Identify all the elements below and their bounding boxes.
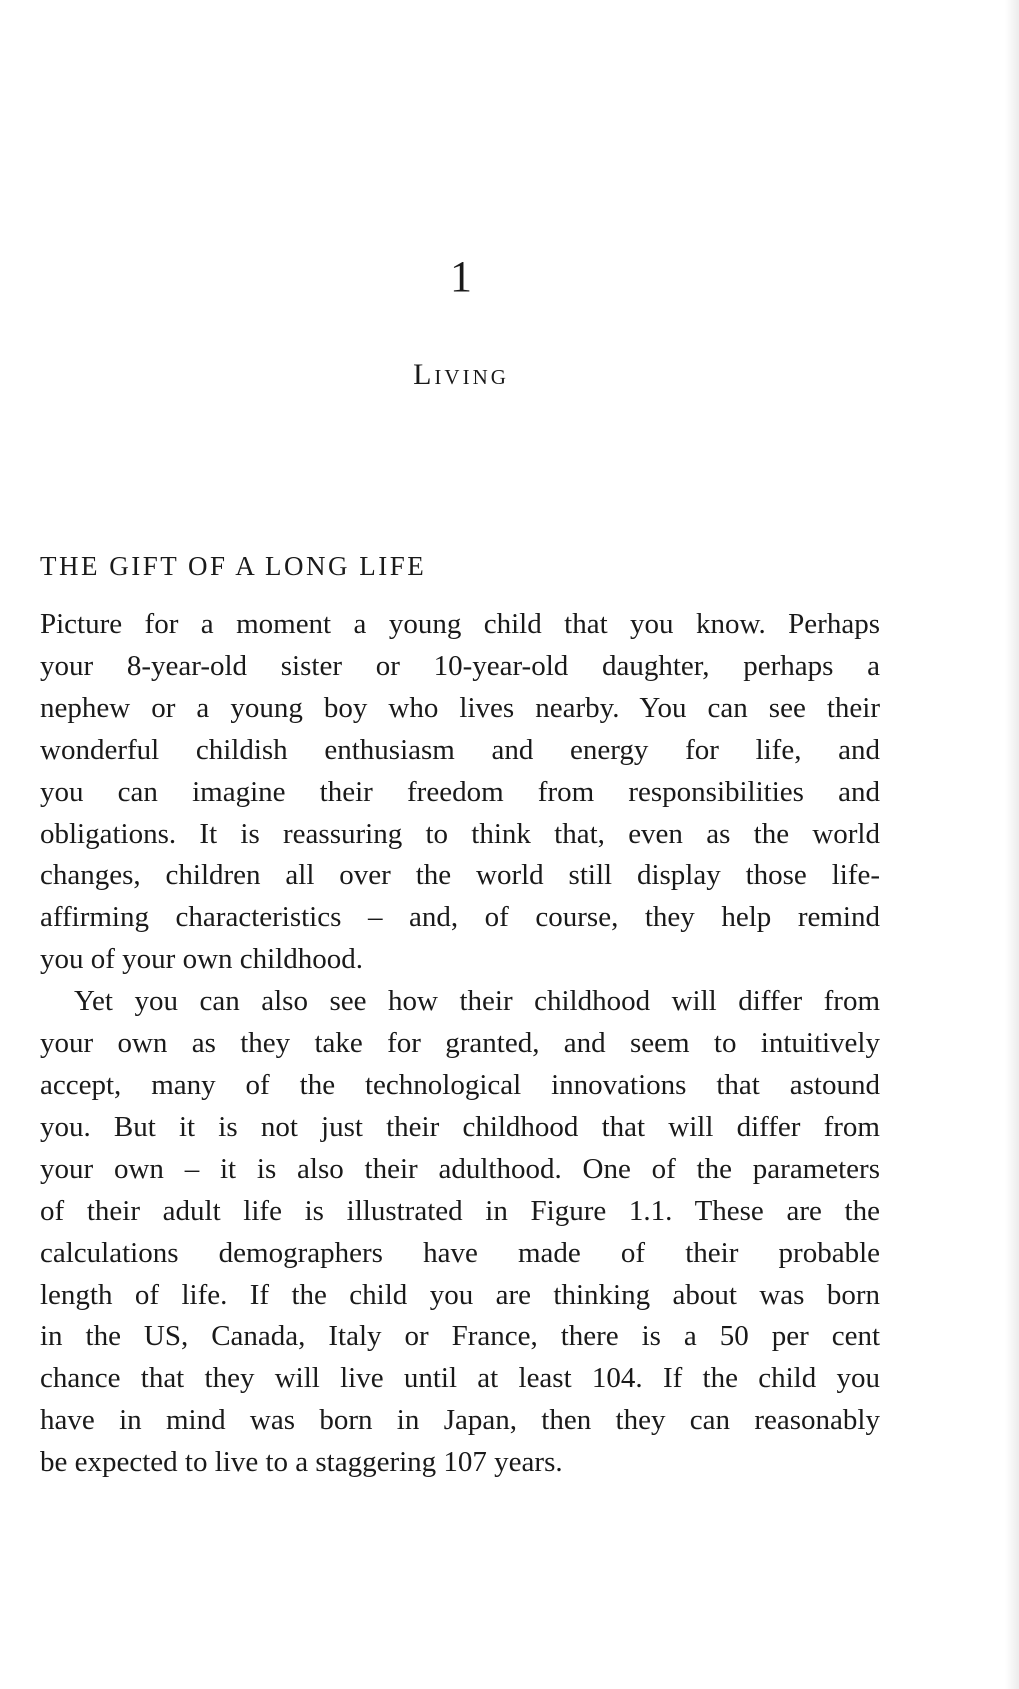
text-line: changes, children all over the world still display those life- <box>40 859 880 892</box>
page-edge-shadow <box>1005 0 1019 1689</box>
text-line: your own as they take for granted, and seem to intuitively <box>40 1027 880 1060</box>
text-line: your 8-year-old sister or 10-year-old daughter, perhaps a <box>40 649 880 682</box>
text-line: have in mind was born in Japan, then they can reasonably <box>40 1404 880 1437</box>
text-line: of their adult life is illustrated in Figure 1.1. These are the <box>40 1194 880 1227</box>
text-line: Picture for a moment a young child that you know. Perhaps <box>40 608 880 640</box>
text-line: calculations demographers have made of their probable <box>40 1236 880 1269</box>
text-line: your own – it is also their adulthood. One of the parameters <box>40 1152 880 1185</box>
chapter-title: Living <box>413 358 509 391</box>
text-line: in the US, Canada, Italy or France, there is a 50 per cent <box>40 1320 880 1353</box>
text-line: chance that they will live until at least 104. If the child you <box>40 1362 880 1395</box>
text-line: you can imagine their freedom from responsibilities and <box>40 775 880 808</box>
paragraph-1 <box>40 604 880 981</box>
text-line: wonderful childish enthusiasm and energy for life, and <box>40 733 880 766</box>
text-line: you of your own childhood. <box>40 943 363 976</box>
text-line: Yet you can also see how their childhood will differ from <box>74 985 880 1018</box>
text-line: affirming characteristics – and, of course, they help remind <box>40 901 880 934</box>
text-line: obligations. It is reassuring to think that, even as the world <box>40 817 880 850</box>
text-line: you. But it is not just their childhood that will differ from <box>40 1110 880 1143</box>
chapter-number: 1 <box>450 252 472 301</box>
section-heading: THE GIFT OF A LONG LIFE <box>40 551 427 581</box>
body-text <box>40 604 880 1484</box>
text-line: nephew or a young boy who lives nearby. You can see their <box>40 691 880 724</box>
paragraph-2 <box>40 981 880 1484</box>
text-line: length of life. If the child you are thinking about was born <box>40 1278 880 1311</box>
text-line: accept, many of the technological innovations that astound <box>40 1068 880 1101</box>
text-line: be expected to live to a staggering 107 years. <box>40 1446 563 1479</box>
